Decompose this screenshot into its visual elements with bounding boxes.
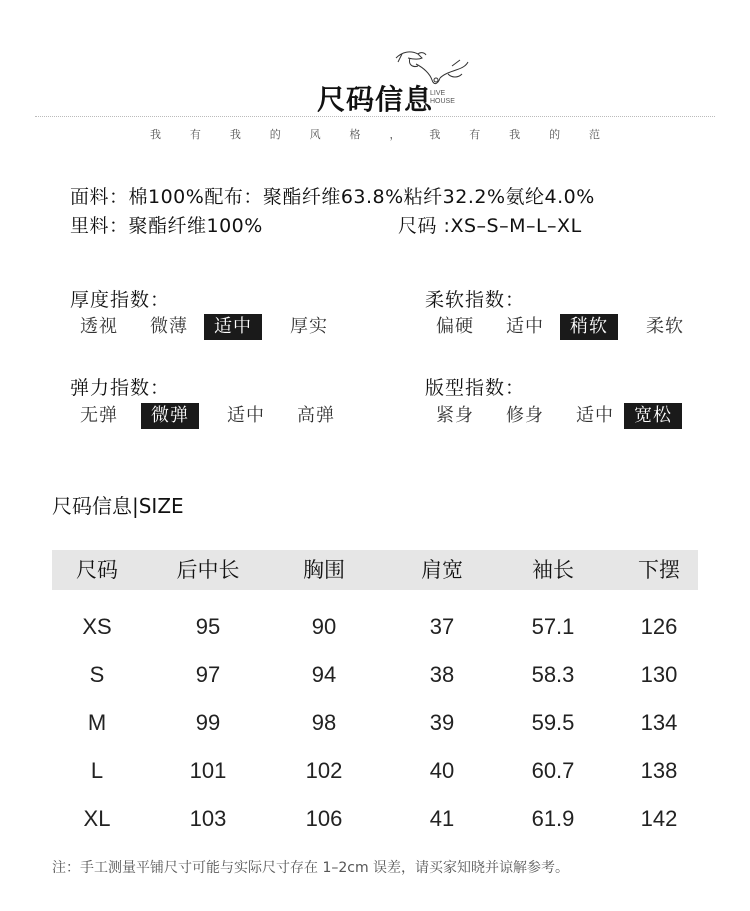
softness-option: 柔软 — [646, 316, 684, 337]
table-cell: 99 — [195, 710, 221, 735]
size-table-header — [52, 550, 698, 590]
size-cell: XL — [83, 806, 111, 831]
thickness-title: 厚度指数： — [70, 289, 171, 311]
table-cell: 102 — [305, 758, 343, 783]
softness-options — [420, 314, 700, 340]
elasticity-title: 弹力指数： — [70, 377, 171, 399]
table-cell: 103 — [189, 806, 227, 831]
table-cell: 142 — [640, 806, 678, 831]
softness-title: 柔软指数： — [425, 289, 526, 311]
table-row — [52, 662, 698, 690]
fit-title: 版型指数： — [425, 377, 526, 399]
table-cell: 138 — [640, 758, 678, 783]
table-cell: 126 — [640, 614, 678, 639]
fabric-lining: 里料：聚酯纤维100% — [70, 215, 263, 237]
fit-options — [420, 403, 694, 429]
table-cell: 37 — [429, 614, 455, 639]
table-cell: 106 — [305, 806, 343, 831]
table-cell: 94 — [311, 662, 337, 687]
table-row — [52, 710, 698, 738]
table-cell: 40 — [429, 758, 455, 783]
measurement-note: 注：手工测量平铺尺寸可能与实际尺寸存在 1–2cm 误差，请买家知晓并谅解参考。 — [52, 860, 570, 876]
thickness-option: 微薄 — [150, 316, 188, 337]
page-title: 尺码信息 — [316, 83, 433, 116]
softness-option-selected: 稍软 — [560, 314, 618, 340]
table-row — [52, 806, 698, 834]
table-cell: 101 — [189, 758, 227, 783]
softness-option: 偏硬 — [436, 316, 474, 337]
table-cell: 130 — [640, 662, 678, 687]
size-range: 尺码 :XS–S–M–L–XL — [398, 215, 582, 237]
fit-option: 修身 — [506, 405, 544, 426]
size-cell: XS — [82, 614, 112, 639]
header-cell: 肩宽 — [421, 558, 463, 582]
divider — [35, 116, 715, 117]
table-cell: 59.5 — [531, 710, 575, 735]
size-cell: L — [90, 758, 104, 783]
table-cell: 57.1 — [531, 614, 575, 639]
elasticity-option: 高弹 — [297, 405, 335, 426]
table-cell: 41 — [429, 806, 455, 831]
fit-option: 适中 — [576, 405, 614, 426]
table-cell: 95 — [195, 614, 221, 639]
slogan: 我 有 我 的 风 格 ， 我 有 我 的 范 — [150, 128, 600, 141]
thickness-options — [64, 314, 344, 340]
size-section-title: 尺码信息|SIZE — [52, 494, 184, 518]
header-cell: 下摆 — [638, 558, 680, 582]
table-cell: 60.7 — [531, 758, 575, 783]
header-cell: 胸围 — [303, 558, 345, 582]
table-cell: 58.3 — [531, 662, 575, 687]
table-cell: 134 — [640, 710, 678, 735]
table-row — [52, 614, 698, 642]
table-cell: 90 — [311, 614, 337, 639]
elasticity-options — [64, 403, 351, 429]
header-cell: 尺码 — [76, 558, 118, 582]
table-row — [52, 758, 698, 786]
table-cell: 61.9 — [531, 806, 575, 831]
softness-option: 适中 — [506, 316, 544, 337]
elasticity-option-selected: 微弹 — [141, 403, 199, 429]
thickness-option: 厚实 — [290, 316, 328, 337]
logo-text: LIVE HOUSE — [430, 90, 455, 105]
table-cell: 97 — [195, 662, 221, 687]
header-cell: 后中长 — [176, 558, 240, 582]
size-cell: M — [87, 710, 107, 735]
fabric-outer: 面料：棉100%配布：聚酯纤维63.8%粘纤32.2%氨纶4.0% — [70, 186, 595, 208]
fit-option: 紧身 — [436, 405, 474, 426]
table-cell: 98 — [311, 710, 337, 735]
elasticity-option: 适中 — [227, 405, 265, 426]
table-cell: 38 — [429, 662, 455, 687]
table-cell: 39 — [429, 710, 455, 735]
size-cell: S — [89, 662, 105, 687]
thickness-option: 透视 — [80, 316, 118, 337]
elasticity-option: 无弹 — [80, 405, 118, 426]
thickness-option-selected: 适中 — [204, 314, 262, 340]
header-cell: 袖长 — [532, 558, 574, 582]
fit-option-selected: 宽松 — [624, 403, 682, 429]
